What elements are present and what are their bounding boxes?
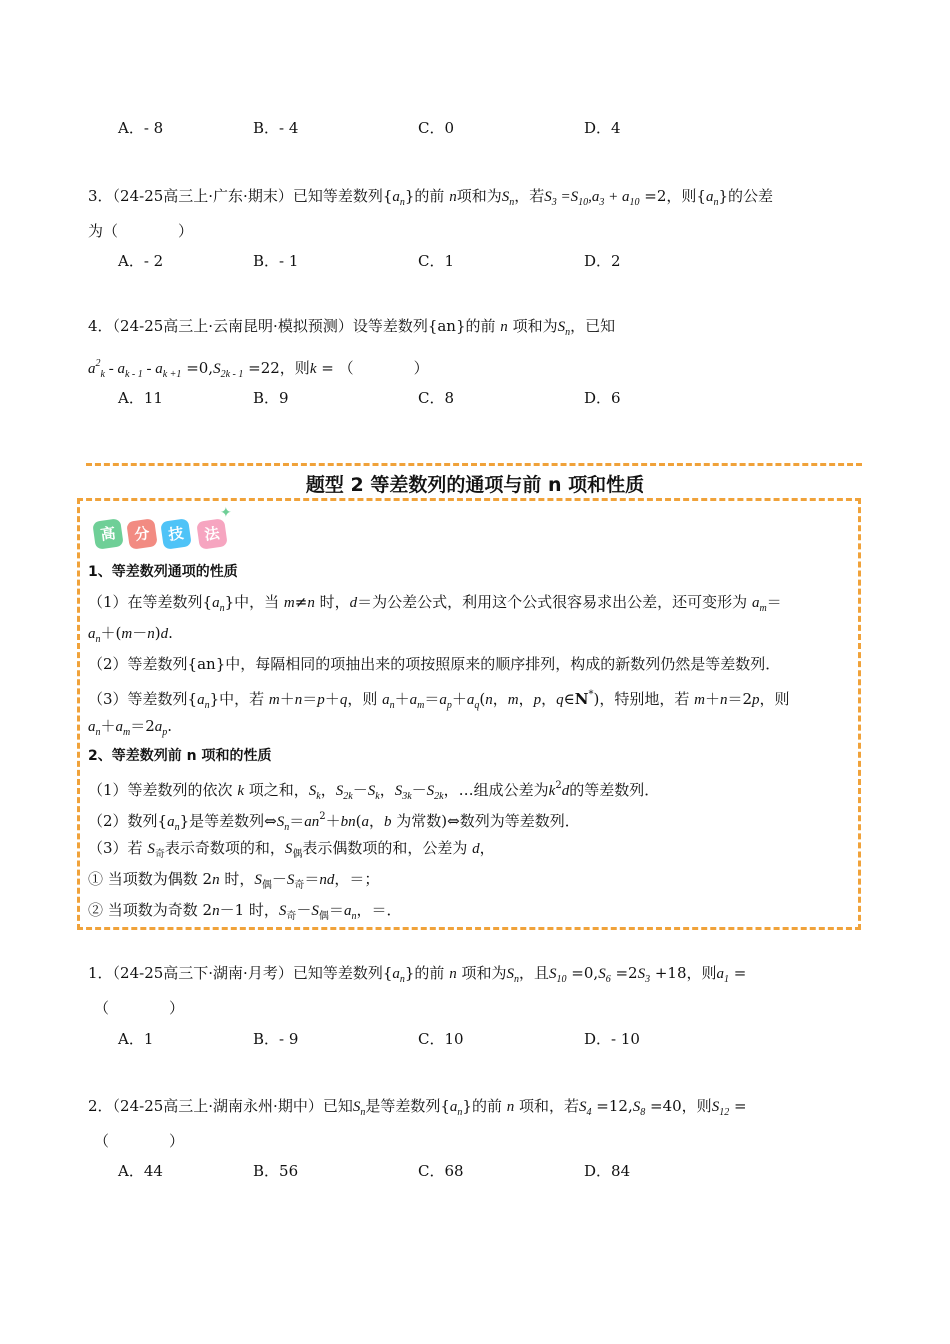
q0-option-a[interactable]: A．- 8	[118, 119, 164, 137]
tip-p3-line2: $a_n+a_m=2a_p$.	[88, 717, 173, 738]
p1-option-d[interactable]: D．- 10	[584, 1030, 640, 1048]
q0-option-d[interactable]: D．4	[584, 119, 621, 137]
tip-c1: ① 当项数为偶数 2n 时，$S_偶-S_奇=nd$，＝；	[88, 870, 380, 891]
sparkle-icon: ✦	[220, 505, 232, 521]
p1-option-c[interactable]: C．10	[418, 1030, 464, 1048]
badge-gao: 高	[92, 518, 124, 550]
tip-p1-line1: （1）在等差数列$\{a_n\}$中，当 m≠n 时，d＝为公差公式，利用这个公式很容易求出公差，还可变形为 $a_m=$	[88, 593, 782, 614]
p1-stem-line1: 1．（24-25高三下·湖南·月考）已知等差数列$\{a_n\}$的前 n 项和为$S_n$，且$S_{10} =0,S_6 =2S_3 +18$，则$a_1$ =	[88, 964, 747, 985]
p2-stem-line2: （ ）	[94, 1132, 185, 1150]
q4-stem-line1: 4．（24-25高三上·云南昆明·模拟预测）设等差数列{an}的前 n 项和为$S_n$，已知	[88, 317, 616, 338]
tip-c2: ② 当项数为奇数 2n－1 时，$S_奇-S_偶=a_n$，＝．	[88, 901, 402, 922]
q0-option-b[interactable]: B．- 4	[253, 119, 299, 137]
p2-option-b[interactable]: B．56	[253, 1162, 299, 1180]
tip-s2: （2）数列$\{a_n\}$是等差数列$\Leftrightarrow S_n=an^2+bn(a$，b 为常数)⇔数列为等差数列．	[88, 811, 580, 833]
p2-option-c[interactable]: C．68	[418, 1162, 464, 1180]
q3-option-c[interactable]: C．1	[418, 252, 455, 270]
q3-option-b[interactable]: B．- 1	[253, 252, 299, 270]
q3-option-a[interactable]: A．- 2	[118, 252, 164, 270]
q4-stem-line2: $a^2_k - a_{k - 1} - a_{k +1} =0,S_{2k - 1} =22$，则k = （ ）	[88, 358, 429, 380]
q3-stem-line1: 3．（24-25高三上·广东·期末）已知等差数列$\{a_n\}$的前 n项和为$S_n$，若$S_3 =S_{10},a_3 + a_{10} =2$，则$\{a_n\}$的公差	[88, 187, 774, 208]
q3-stem-line2: 为（ ）	[88, 222, 194, 240]
p2-option-d[interactable]: D．84	[584, 1162, 631, 1180]
tip-s3: （3）若 $S_奇$表示奇数项的和，$S_偶$表示偶数项的和，公差为 d，	[88, 839, 495, 860]
tip-p2: （2）等差数列{an}中，每隔相同的项抽出来的项按照原来的顺序排列，构成的新数列仍然是等差数列．	[88, 655, 781, 673]
q4-option-d[interactable]: D．6	[584, 389, 621, 407]
q4-option-c[interactable]: C．8	[418, 389, 455, 407]
badge-fa: 法	[196, 518, 228, 550]
tip-s1: （1）等差数列的依次 k 项之和，$S_k$，$S_{2k}-S_k$，$S_{3k}-S_{2k}$，…组成公差为$k^2d$的等差数列．	[88, 780, 660, 802]
p2-stem-line1: 2．（24-25高三上·湖南永州·期中）已知$S_n$是等差数列$\{a_n\}$的前 n 项和，若$S_4 =12,S_8 =40$，则$S_{12}$ =	[88, 1097, 747, 1118]
p1-option-a[interactable]: A．1	[118, 1030, 154, 1048]
tip-heading-2: 2、等差数列前 n 项和的性质	[88, 748, 272, 764]
tip-p3-line1: （3）等差数列$\{a_n\}$中，若 m＋n＝p＋q，则 $a_n+a_m=a_p+a_q(n$，m，p，q∈N*)，特别地，若 m＋n＝2p，则	[88, 689, 790, 711]
q4-option-b[interactable]: B．9	[253, 389, 289, 407]
p2-option-a[interactable]: A．44	[118, 1162, 163, 1180]
p1-option-b[interactable]: B．- 9	[253, 1030, 299, 1048]
q0-option-c[interactable]: C．0	[418, 119, 455, 137]
tip-p1-line2: $a_n+(m-n)d$.	[88, 624, 173, 645]
badge-ji: 技	[160, 518, 192, 550]
q4-option-a[interactable]: A．11	[118, 389, 163, 407]
badge-fen: 分	[126, 518, 158, 550]
p1-stem-line2: （ ）	[94, 999, 185, 1017]
section-title: 题型 2 等差数列的通项与前 n 项和性质	[305, 474, 645, 496]
section-divider	[86, 463, 862, 468]
q3-option-d[interactable]: D．2	[584, 252, 621, 270]
tip-heading-1: 1、等差数列通项的性质	[88, 564, 238, 580]
